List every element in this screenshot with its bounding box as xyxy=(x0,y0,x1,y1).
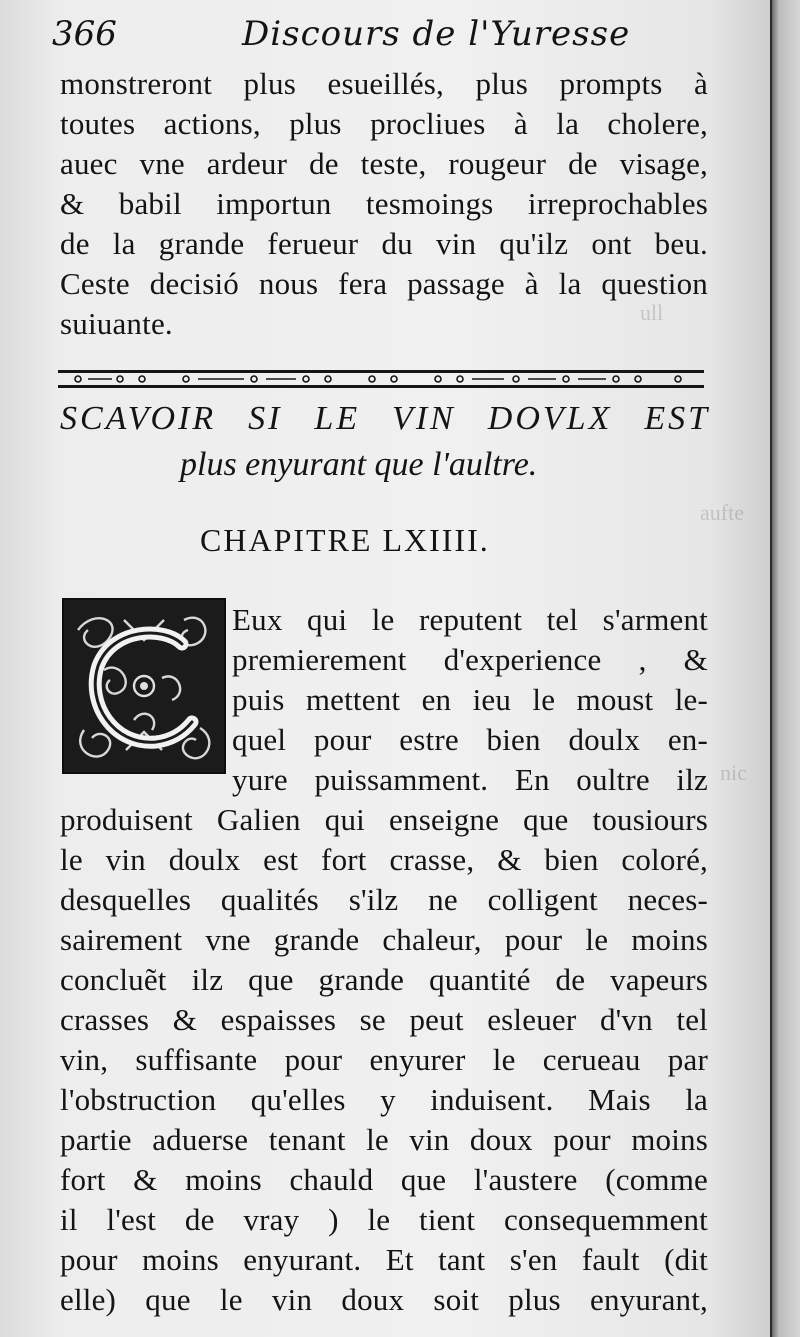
text-line: yure puissamment. En oultre ilz xyxy=(232,762,708,797)
text-line: le vin doulx est fort crasse, & bien coloré, xyxy=(60,842,708,877)
ornamental-initial-icon xyxy=(62,598,226,774)
text-line: vin, suffisante pour enyurer le cerueau par xyxy=(60,1042,708,1077)
text-line: premierement d'experience , & xyxy=(232,642,708,677)
text-line: fort & moins chauld que l'austere (comme xyxy=(60,1162,708,1197)
text-line: puis mettent en ieu le moust le- xyxy=(232,682,708,717)
text-line: suiuante. xyxy=(60,306,173,341)
bleed-through-texture: ull xyxy=(640,300,664,325)
chapter-question-line1: SCAVOIR SI LE VIN DOVLX EST xyxy=(60,400,710,437)
ornamental-initial-art xyxy=(64,600,224,772)
text-line: & babil importun tesmoings irreprochables xyxy=(60,186,708,221)
bleed-through-texture: aufte xyxy=(700,500,744,525)
chapter-number: CHAPITRE LXIIII. xyxy=(200,522,490,558)
running-head xyxy=(52,14,712,64)
text-line: l'obstruction qu'elles y induisent. Mais la xyxy=(60,1082,708,1117)
chapter-question-line2: plus enyurant que l'aultre. xyxy=(180,446,538,483)
text-line: toutes actions, plus procliues à la cholere, xyxy=(60,106,708,141)
text-line: monstreront plus esueillés, plus prompts à xyxy=(60,66,708,101)
adjacent-page-edge xyxy=(772,0,800,1337)
running-title: Discours de l'Yuresse xyxy=(242,14,631,54)
text-line: elle) que le vin doux soit plus enyurant, xyxy=(60,1282,708,1317)
ornamental-rule xyxy=(58,368,704,390)
text-line: concluẽt ilz que grande quantité de vapeurs xyxy=(60,962,708,997)
text-line: produisent Galien qui enseigne que tousiours xyxy=(60,802,708,837)
text-line: partie aduerse tenant le vin doux pour moins xyxy=(60,1122,708,1157)
text-line: desquelles qualités s'ilz ne colligent neces- xyxy=(60,882,708,917)
text-line-content: Eux qui le reputent tel s'arment xyxy=(232,602,708,637)
text-line: Ceste decisió nous fera passage à la question xyxy=(60,266,708,301)
bleed-through-texture: nic xyxy=(720,760,747,785)
text-line: il l'est de vray ) le tient consequemment xyxy=(60,1202,708,1237)
text-line: sairement vne grande chaleur, pour le moins xyxy=(60,922,708,957)
page-number: 366 xyxy=(52,14,117,54)
text-line: auec vne ardeur de teste, rougeur de visage, xyxy=(60,146,708,181)
text-line: de la grande ferueur du vin qu'ilz ont beu. xyxy=(60,226,708,261)
text-line: pour moins enyurant. Et tant s'en fault (dit xyxy=(60,1242,708,1277)
text-line xyxy=(232,600,708,640)
text-line: crasses & espaisses se peut esleuer d'vn tel xyxy=(60,1002,708,1037)
text-line: quel pour estre bien doulx en- xyxy=(232,722,708,757)
